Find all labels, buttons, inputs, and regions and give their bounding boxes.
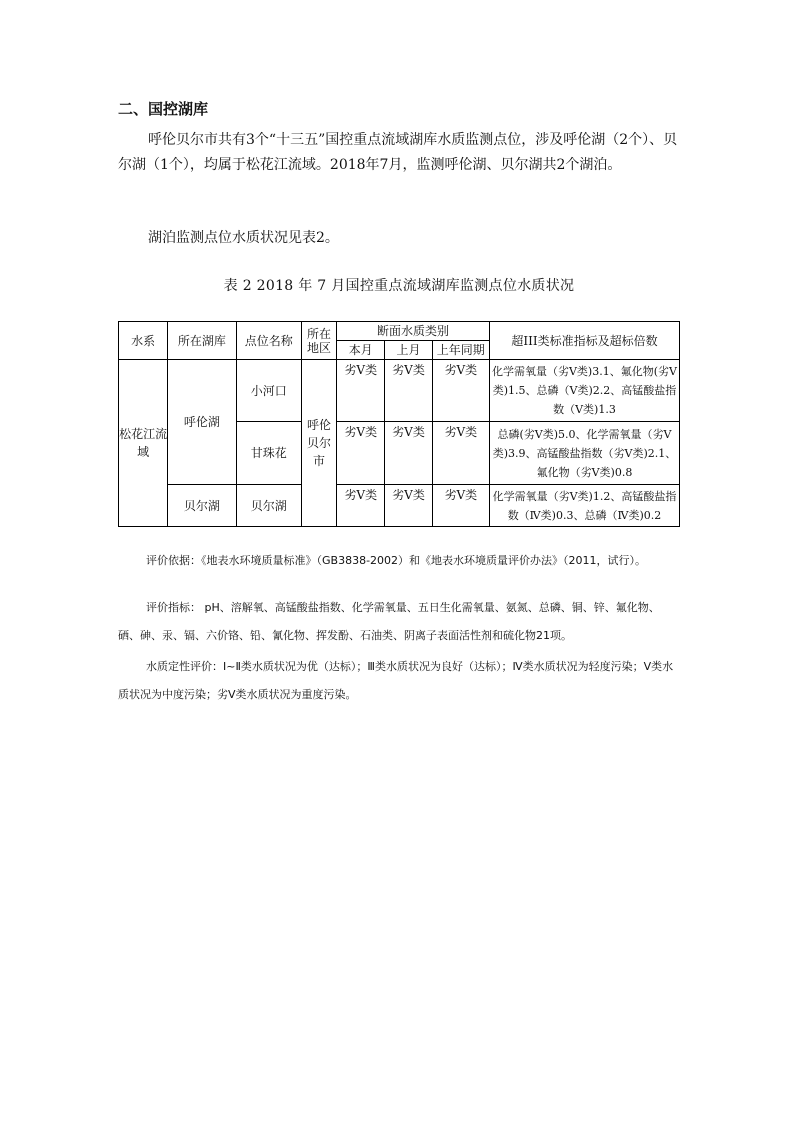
cell-exceed: 化学需氧量（劣Ⅴ类)3.1、氟化物(劣Ⅴ类)1.5、总磷（Ⅴ类)2.2、高锰酸盐指数（Ⅴ类)1.3 <box>489 360 679 422</box>
cell-last-month: 劣Ⅴ类 <box>385 360 432 422</box>
header-water-system: 水系 <box>119 322 168 360</box>
evaluation-basis-note: 评价依据：《地表水环境质量标准》（GB3838-2002）和《地表水环境质量评价办法》（2011，试行）。 <box>146 554 647 567</box>
cell-lake-hulun: 呼伦湖 <box>168 360 236 485</box>
table-row <box>119 360 680 422</box>
header-region-text: 所在地区 <box>307 326 332 355</box>
header-last-year: 上年同期 <box>432 341 489 360</box>
qualitative-evaluation-note: 水质定性评价：Ⅰ~Ⅱ类水质状况为优（达标）；Ⅲ类水质状况为良好（达标）；Ⅳ类水质状况为轻度污染；Ⅴ类水质状况为中度污染；劣Ⅴ类水质状况为重度污染。 <box>118 660 674 701</box>
header-site: 点位名称 <box>236 322 301 360</box>
cell-last-year: 劣Ⅴ类 <box>432 422 489 485</box>
header-region <box>301 322 336 360</box>
water-quality-table <box>118 321 680 527</box>
header-last-month: 上月 <box>385 341 432 360</box>
header-exceed: 超III类标准指标及超标倍数 <box>489 322 679 360</box>
cell-site: 小河口 <box>236 360 301 422</box>
cell-this-month: 劣Ⅴ类 <box>337 422 385 485</box>
cell-last-year: 劣Ⅴ类 <box>432 485 489 527</box>
evaluation-indicators-note: 评价指标： pH、溶解氧、高锰酸盐指数、化学需氧量、五日生化需氧量、氨氮、总磷、铜、锌、氟化物、硒、砷、汞、镉、六价铬、铅、氰化物、挥发酚、石油类、阴离子表面活性剂和硫化物21项。 <box>118 601 660 642</box>
table-row <box>119 485 680 527</box>
header-category-group: 断面水质类别 <box>337 322 490 341</box>
cell-site: 贝尔湖 <box>236 485 301 527</box>
cell-exceed: 化学需氧量（劣Ⅴ类)1.2、高锰酸盐指数（Ⅳ类)0.3、总磷（Ⅳ类)0.2 <box>489 485 679 527</box>
cell-last-year: 劣Ⅴ类 <box>432 360 489 422</box>
cell-site: 甘珠花 <box>236 422 301 485</box>
header-this-month: 本月 <box>337 341 385 360</box>
cell-water-system: 松花江流域 <box>119 360 168 527</box>
cell-this-month: 劣Ⅴ类 <box>337 360 385 422</box>
cell-exceed: 总磷(劣Ⅴ类)5.0、化学需氧量（劣Ⅴ类)3.9、高锰酸盐指数（劣Ⅴ类)2.1、氟化物（劣Ⅴ类)0.8 <box>489 422 679 485</box>
cell-last-month: 劣Ⅴ类 <box>385 422 432 485</box>
cell-region: 呼伦贝尔市 <box>301 360 336 527</box>
intro-paragraph: 呼伦贝尔市共有3个“十三五”国控重点流域湖库水质监测点位，涉及呼伦湖（2个）、贝尔湖（1个），均属于松花江流域。2018年7月，监测呼伦湖、贝尔湖共2个湖泊。 <box>118 132 678 173</box>
cell-last-month: 劣Ⅴ类 <box>385 485 432 527</box>
table-caption: 表 2 2018 年 7 月国控重点流域湖库监测点位水质状况 <box>223 278 575 294</box>
header-lake: 所在湖库 <box>168 322 236 360</box>
table-reference-paragraph: 湖泊监测点位水质状况见表2。 <box>148 230 339 246</box>
cell-lake-beier: 贝尔湖 <box>168 485 236 527</box>
cell-this-month: 劣Ⅴ类 <box>337 485 385 527</box>
section-title: 二、国控湖库 <box>118 100 209 118</box>
